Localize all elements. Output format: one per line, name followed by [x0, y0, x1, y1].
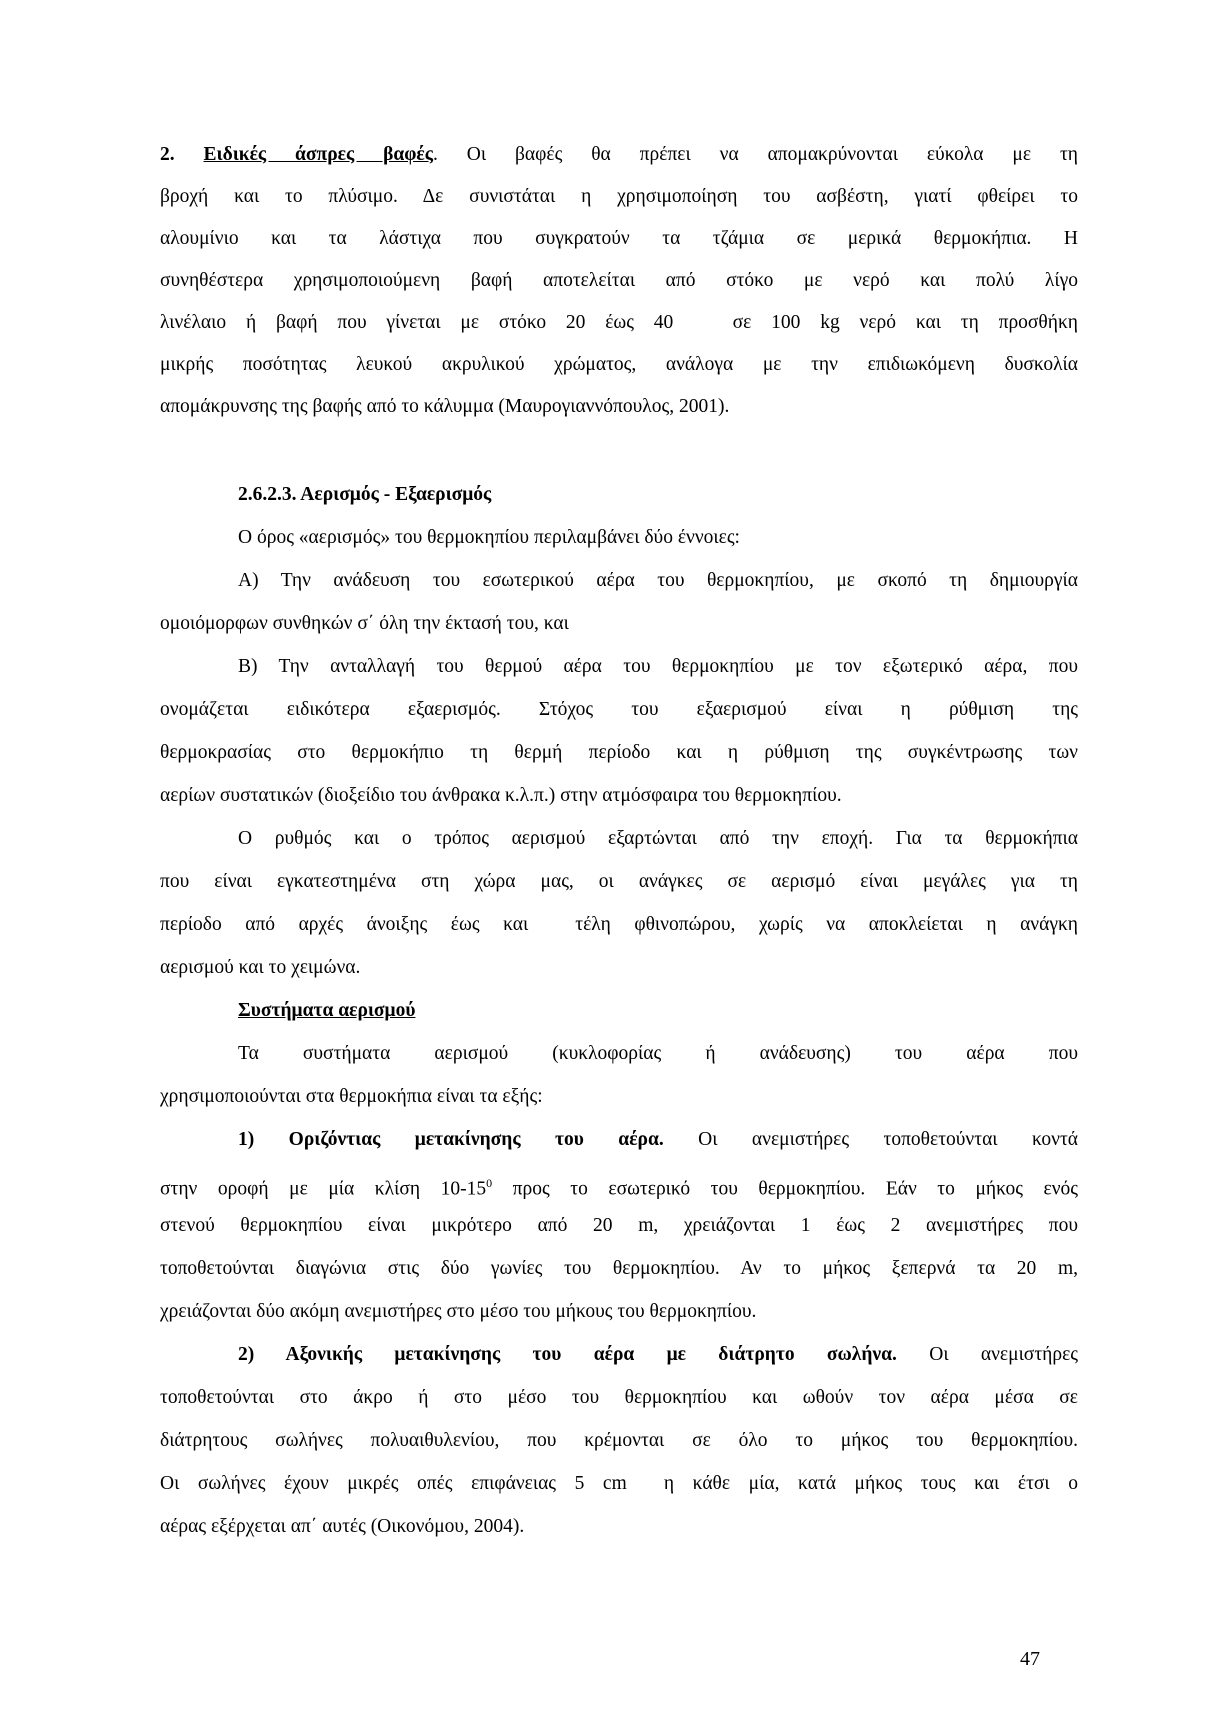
paragraph-line: Οι σωλήνες έχουν μικρές οπές επιφάνειας 5 cm η κάθε μία, κατά μήκος τους και έτσι ο	[160, 1473, 1078, 1494]
paragraph-line: απομάκρυνσης της βαφής από το κάλυμμα (Μαυρογιαννόπουλος, 2001).	[160, 396, 730, 417]
list-item-title: 2) Αξονικής μετακίνησης του αέρα με διάτρητο σωλήνα.	[238, 1344, 897, 1365]
text-run: Οι ανεμιστήρες	[896, 1344, 1078, 1365]
paragraph-line: αλουμίνιο και τα λάστιχα που συγκρατούν τα τζάμια σε μερικά θερμοκήπια. Η	[160, 228, 1078, 249]
list-item-line	[238, 1342, 1078, 1368]
paragraph-line: αερισμού και το χειμώνα.	[160, 957, 361, 978]
item-number: 2.	[160, 144, 175, 165]
paragraph-line: διάτρητους σωλήνες πολυαιθυλενίου, που κρέμονται σε όλο το μήκος του θερμοκηπίου.	[160, 1430, 1078, 1451]
paragraph-line: Τα συστήματα αερισμού (κυκλοφορίας ή ανάδευσης) του αέρα που	[238, 1043, 1078, 1064]
paragraph-line: αερίων συστατικών (διοξείδιο του άνθρακα κ.λ.π.) στην ατμόσφαιρα του θερμοκηπίου.	[160, 785, 842, 806]
paragraph-line: Α) Την ανάδευση του εσωτερικού αέρα του θερμοκηπίου, με σκοπό τη δημιουργία	[238, 570, 1078, 591]
paragraph-line: Ο ρυθμός και ο τρόπος αερισμού εξαρτώνται από την εποχή. Για τα θερμοκήπια	[238, 828, 1078, 849]
paragraph-line: χρειάζονται δύο ακόμη ανεμιστήρες στο μέσο του μήκους του θερμοκηπίου.	[160, 1301, 757, 1322]
paragraph-line	[160, 142, 1078, 168]
degree-superscript: 0	[486, 1176, 493, 1190]
paragraph-line: στενού θερμοκηπίου είναι μικρότερο από 20 m, χρειάζονται 1 έως 2 ανεμιστήρες που	[160, 1215, 1078, 1236]
paragraph-line: βροχή και το πλύσιμο. Δε συνιστάται η χρησιμοποίηση του ασβέστη, γιατί φθείρει το	[160, 186, 1078, 207]
text-run: προς το εσωτερικό του θερμοκηπίου. Εάν το μήκος ενός	[492, 1178, 1078, 1200]
text-run: Οι ανεμιστήρες τοποθετούνται κοντά	[663, 1129, 1078, 1150]
paragraph-line: Β) Την ανταλλαγή του θερμού αέρα του θερμοκηπίου με τον εξωτερικό αέρα, που	[238, 656, 1078, 677]
text-run: . Οι βαφές θα πρέπει να απομακρύνονται εύκολα με τη	[433, 144, 1079, 165]
paragraph-line: ονομάζεται ειδικότερα εξαερισμός. Στόχος του εξαερισμού είναι η ρύθμιση της	[160, 699, 1078, 720]
paragraph-heading: Ειδικές άσπρες βαφές	[203, 144, 433, 165]
paragraph-line: που είναι εγκατεστημένα στη χώρα μας, οι ανάγκες σε αερισμό είναι μεγάλες για τη	[160, 871, 1078, 892]
paragraph-line: λινέλαιο ή βαφή που γίνεται με στόκο 20 έως 40 σε 100 kg νερό και τη προσθήκη	[160, 312, 1078, 333]
text-run: στην οροφή με μία κλίση 10-15	[160, 1178, 487, 1200]
paragraph-line: συνηθέστερα χρησιμοποιούμενη βαφή αποτελείται από στόκο με νερό και πολύ λίγο	[160, 270, 1078, 291]
paragraph-line: θερμοκρασίας στο θερμοκήπιο τη θερμή περίοδο και η ρύθμιση της συγκέντρωσης των	[160, 742, 1078, 763]
paragraph-line: τοποθετούνται διαγώνια στις δύο γωνίες του θερμοκηπίου. Αν το μήκος ξεπερνά τα 20 m,	[160, 1258, 1078, 1279]
section-heading: 2.6.2.3. Αερισμός - Εξαερισμός	[238, 484, 492, 505]
list-item-line	[238, 1127, 1078, 1153]
list-item-title: 1) Οριζόντιας μετακίνησης του αέρα.	[238, 1129, 664, 1150]
paragraph-line: μικρής ποσότητας λευκού ακρυλικού χρώματος, ανάλογα με την επιδιωκόμενη δυσκολία	[160, 354, 1078, 375]
paragraph-line: Ο όρος «αερισμός» του θερμοκηπίου περιλαμβάνει δύο έννοιες:	[238, 527, 740, 548]
paragraph-line: περίοδο από αρχές άνοιξης έως και τέλη φθινοπώρου, χωρίς να αποκλείεται η ανάγκη	[160, 914, 1078, 935]
paragraph-line: ομοιόμορφων συνθηκών σ΄ όλη την έκτασή του, και	[160, 613, 569, 634]
paragraph-line: αέρας εξέρχεται απ΄ αυτές (Οικονόμου, 2004).	[160, 1516, 525, 1537]
page-number: 47	[1020, 1648, 1040, 1670]
subsection-heading: Συστήματα αερισμού	[238, 1000, 416, 1021]
paragraph-line	[160, 1170, 1078, 1203]
paragraph-line: χρησιμοποιούνται στα θερμοκήπια είναι τα εξής:	[160, 1086, 543, 1107]
paragraph-line: τοποθετούνται στο άκρο ή στο μέσο του θερμοκηπίου και ωθούν τον αέρα μέσα σε	[160, 1387, 1078, 1408]
